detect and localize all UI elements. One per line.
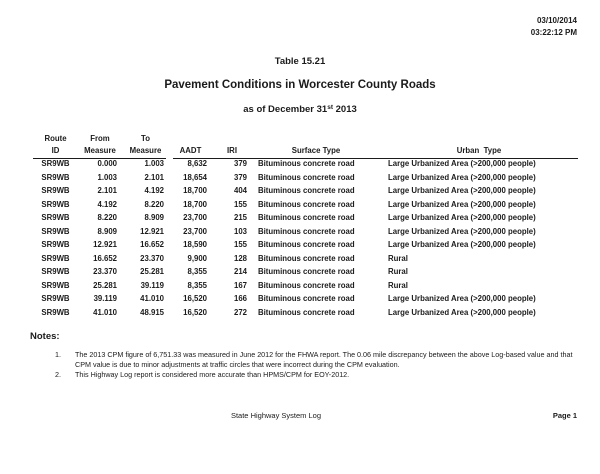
col-header-to-line1: To <box>141 134 150 143</box>
note-item <box>30 350 582 370</box>
cell-iri: 128 <box>233 253 247 263</box>
cell-route-id: SR9WB <box>41 159 70 169</box>
cell-aadt: 9,900 <box>187 253 207 263</box>
subtitle-suffix: 2013 <box>332 104 357 115</box>
table-row <box>33 252 578 266</box>
cell-surface-type: Bituminous concrete road <box>258 280 355 290</box>
cell-from-measure: 0.000 <box>97 159 117 169</box>
cell-aadt: 16,520 <box>183 307 207 317</box>
cell-aadt: 18,654 <box>183 172 207 182</box>
cell-route-id: SR9WB <box>41 253 70 263</box>
cell-iri: 166 <box>233 294 247 304</box>
page-title: Pavement Conditions in Worcester County Roads <box>164 79 436 91</box>
cell-urban-type: Rural <box>388 267 408 277</box>
note-number: 1. <box>55 350 61 359</box>
notes-heading-colon: : <box>56 331 60 342</box>
cell-to-measure: 23.370 <box>140 253 164 263</box>
cell-route-id: SR9WB <box>41 240 70 250</box>
print-date: 03/10/2014 <box>536 16 577 25</box>
cell-aadt: 18,590 <box>183 240 207 250</box>
table-row <box>33 306 578 320</box>
cell-urban-type: Large Urbanized Area (>200,000 people) <box>388 240 536 250</box>
cell-route-id: SR9WB <box>41 199 70 209</box>
cell-route-id: SR9WB <box>41 226 70 236</box>
footer-page-number: Page 1 <box>552 411 577 420</box>
col-header-iri-line2: IRI <box>227 145 237 155</box>
note-text: This Highway Log report is considered more accurate than HPMS/CPM for EOY-2012. <box>75 370 350 379</box>
cell-iri: 167 <box>233 280 247 290</box>
cell-surface-type: Bituminous concrete road <box>258 159 355 169</box>
cell-from-measure: 23.370 <box>93 267 117 277</box>
cell-from-measure: 16.652 <box>93 253 117 263</box>
cell-surface-type: Bituminous concrete road <box>258 172 355 182</box>
cell-aadt: 23,700 <box>183 213 207 223</box>
cell-urban-type: Large Urbanized Area (>200,000 people) <box>388 159 536 169</box>
page-subtitle <box>0 104 600 115</box>
table-row <box>33 184 578 198</box>
col-header-iri-line1 <box>212 130 252 143</box>
col-header-aadt-line2: AADT <box>179 145 202 155</box>
print-time: 03:22:12 PM <box>530 28 577 37</box>
col-header-urban-line2: Urban Type <box>456 145 502 155</box>
notes-list <box>30 350 582 380</box>
cell-aadt: 18,700 <box>183 186 207 196</box>
table-row <box>33 279 578 293</box>
cell-urban-type: Rural <box>388 280 408 290</box>
cell-to-measure: 4.192 <box>144 186 164 196</box>
cell-to-measure: 12.921 <box>140 226 164 236</box>
footer-report-name: State Highway System Log <box>230 411 322 420</box>
cell-from-measure: 1.003 <box>97 172 117 182</box>
cell-to-measure: 2.101 <box>144 172 164 182</box>
cell-urban-type: Large Urbanized Area (>200,000 people) <box>388 213 536 223</box>
col-header-route-line2: ID <box>51 145 60 155</box>
cell-to-measure: 41.010 <box>140 294 164 304</box>
cell-from-measure: 4.192 <box>97 199 117 209</box>
cell-iri: 103 <box>233 226 247 236</box>
cell-urban-type: Large Urbanized Area (>200,000 people) <box>388 307 536 317</box>
cell-to-measure: 39.119 <box>140 280 164 290</box>
cell-route-id: SR9WB <box>41 267 70 277</box>
cell-from-measure: 39.119 <box>93 294 117 304</box>
cell-to-measure: 8.220 <box>144 199 164 209</box>
col-header-aadt-line1 <box>169 130 212 143</box>
cell-from-measure: 12.921 <box>93 240 117 250</box>
table-header-row-1 <box>33 130 578 143</box>
cell-surface-type: Bituminous concrete road <box>258 240 355 250</box>
table-row <box>33 265 578 279</box>
cell-to-measure: 25.281 <box>140 267 164 277</box>
cell-from-measure: 41.010 <box>93 307 117 317</box>
cell-urban-type: Large Urbanized Area (>200,000 people) <box>388 199 536 209</box>
col-header-route-line1: Route <box>44 134 67 143</box>
col-header-urban-line1 <box>380 130 578 143</box>
note-item <box>30 370 582 380</box>
cell-surface-type: Bituminous concrete road <box>258 226 355 236</box>
cell-iri: 379 <box>233 172 247 182</box>
cell-to-measure: 1.003 <box>144 159 164 169</box>
table-number-title: Table 15.21 <box>274 56 326 67</box>
cell-to-measure: 16.652 <box>140 240 164 250</box>
table-row <box>33 198 578 212</box>
subtitle-superscript: st <box>327 104 333 111</box>
cell-iri: 215 <box>233 213 247 223</box>
cell-urban-type: Large Urbanized Area (>200,000 people) <box>388 226 536 236</box>
cell-urban-type: Large Urbanized Area (>200,000 people) <box>388 294 536 304</box>
header-underline-left <box>33 158 166 159</box>
subtitle-prefix: as of December 31 <box>243 104 328 115</box>
pavement-table-container <box>33 130 578 319</box>
table-body <box>33 157 578 319</box>
cell-route-id: SR9WB <box>41 307 70 317</box>
print-timestamp <box>531 15 577 39</box>
note-number: 2. <box>55 370 61 379</box>
cell-route-id: SR9WB <box>41 186 70 196</box>
table-row <box>33 292 578 306</box>
cell-aadt: 18,700 <box>183 199 207 209</box>
cell-surface-type: Bituminous concrete road <box>258 199 355 209</box>
cell-iri: 404 <box>233 186 247 196</box>
cell-route-id: SR9WB <box>41 280 70 290</box>
table-row <box>33 225 578 239</box>
cell-iri: 214 <box>233 267 247 277</box>
col-header-to-line2: Measure <box>129 145 162 155</box>
col-header-from-line1: From <box>90 134 110 143</box>
col-header-surface-line1 <box>252 130 380 143</box>
cell-iri: 155 <box>233 240 247 250</box>
cell-surface-type: Bituminous concrete road <box>258 186 355 196</box>
cell-aadt: 8,632 <box>187 159 207 169</box>
notes-section <box>30 331 582 380</box>
cell-iri: 379 <box>233 159 247 169</box>
cell-to-measure: 48.915 <box>140 307 164 317</box>
cell-surface-type: Bituminous concrete road <box>258 307 355 317</box>
cell-from-measure: 8.220 <box>97 213 117 223</box>
table-row <box>33 171 578 185</box>
cell-route-id: SR9WB <box>41 294 70 304</box>
cell-iri: 272 <box>233 307 247 317</box>
cell-aadt: 8,355 <box>187 267 207 277</box>
cell-from-measure: 2.101 <box>97 186 117 196</box>
table-row <box>33 238 578 252</box>
cell-route-id: SR9WB <box>41 213 70 223</box>
cell-urban-type: Rural <box>388 253 408 263</box>
col-header-surface-line2: Surface Type <box>291 145 341 155</box>
cell-to-measure: 8.909 <box>144 213 164 223</box>
notes-heading-word: Notes <box>30 331 57 342</box>
cell-from-measure: 25.281 <box>93 280 117 290</box>
cell-from-measure: 8.909 <box>97 226 117 236</box>
cell-surface-type: Bituminous concrete road <box>258 294 355 304</box>
cell-surface-type: Bituminous concrete road <box>258 267 355 277</box>
cell-surface-type: Bituminous concrete road <box>258 213 355 223</box>
cell-route-id: SR9WB <box>41 172 70 182</box>
table-header-row-2 <box>33 143 578 157</box>
cell-aadt: 8,355 <box>187 280 207 290</box>
header-underline-right <box>173 158 578 159</box>
table-row <box>33 211 578 225</box>
cell-urban-type: Large Urbanized Area (>200,000 people) <box>388 186 536 196</box>
cell-surface-type: Bituminous concrete road <box>258 253 355 263</box>
cell-urban-type: Large Urbanized Area (>200,000 people) <box>388 172 536 182</box>
cell-iri: 155 <box>233 199 247 209</box>
col-header-from-line2: Measure <box>84 145 116 155</box>
table-header <box>33 130 578 157</box>
notes-heading <box>30 331 582 343</box>
cell-aadt: 23,700 <box>183 226 207 236</box>
note-text: The 2013 CPM figure of 6,751.33 was measured in June 2012 for the FHWA report. The 0.06 mile discrepancy between the above Log-based value and that CPM value is due to minor adjustments at traffic circles that were incorrect during the CPM evaluation. <box>75 350 573 369</box>
cell-aadt: 16,520 <box>183 294 207 304</box>
